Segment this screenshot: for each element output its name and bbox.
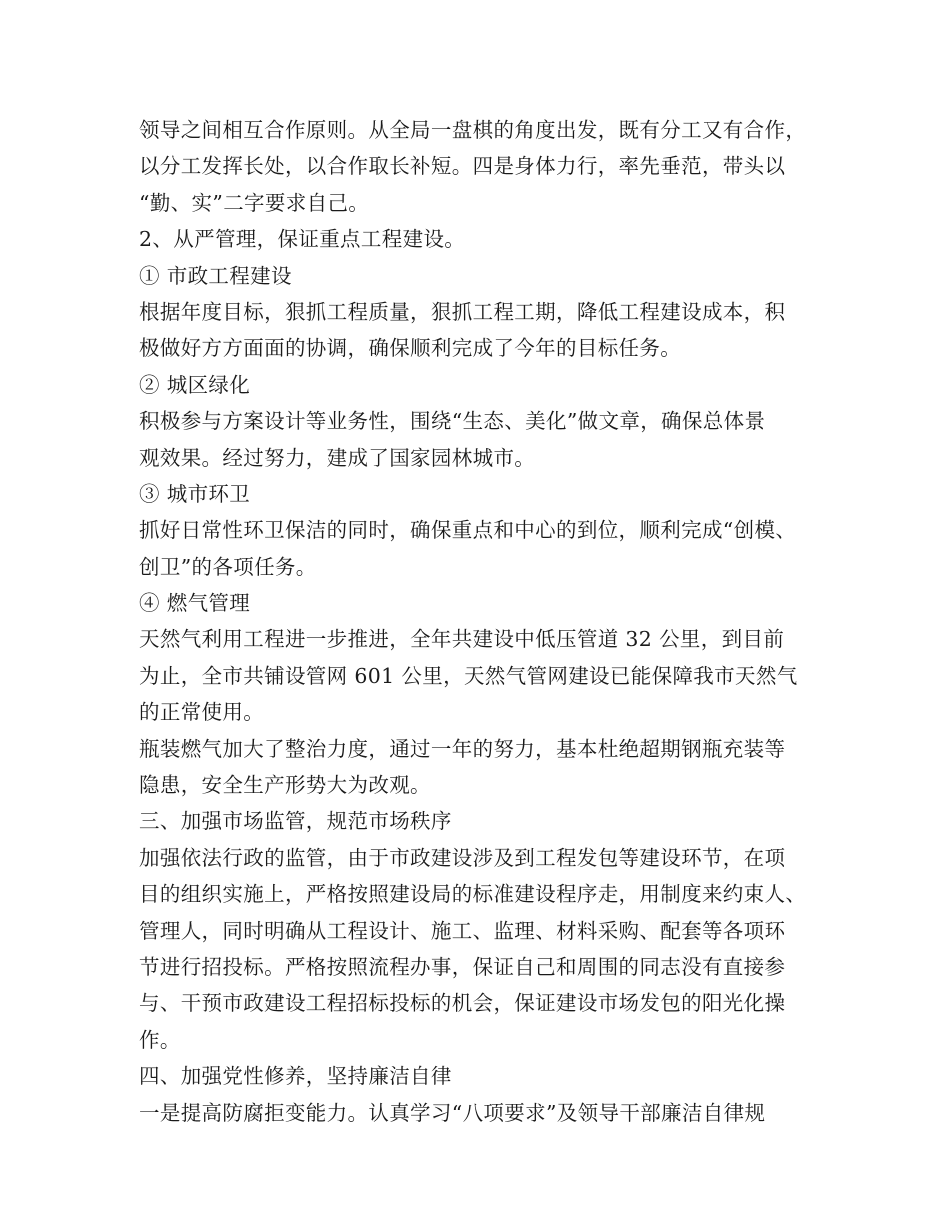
text-line: 以分工发挥长处，以合作取长补短。四是身体力行，率先垂范，带头以	[139, 154, 786, 179]
text-line: 观效果。经过努力，建成了国家园林城市。	[139, 445, 536, 470]
text-line: 领导之间相互合作原则。从全局一盘棋的角度出发，既有分工又有合作，	[139, 118, 807, 142]
text-line: 作。	[139, 1027, 181, 1052]
text-line: 根据年度目标，狠抓工程质量，狠抓工程工期，降低工程建设成本，积	[139, 299, 786, 324]
subsection-heading: ③ 城市环卫	[139, 481, 251, 506]
text-line: 创卫”的各项任务。	[139, 554, 317, 579]
text-line: 天然气利用工程进一步推进，全年共建设中低压管道 32 公里，到目前	[139, 627, 785, 652]
text-line: 与、干预市政建设工程招标投标的机会，保证建设市场发包的阳光化操	[139, 991, 786, 1016]
text-line: 节进行招投标。严格按照流程办事，保证自己和周围的同志没有直接参	[139, 954, 786, 979]
subsection-heading: ④ 燃气管理	[139, 591, 251, 616]
text-line: 管理人，同时明确从工程设计、施工、监理、材料采购、配套等各项环	[139, 918, 786, 943]
text-line: 积极参与方案设计等业务性，围绕“生态、美化”做文章，确保总体景	[139, 409, 766, 434]
text-line: 为止，全市共铺设管网 601 公里，天然气管网建设已能保障我市天然气	[139, 663, 798, 688]
subsection-heading: ① 市政工程建设	[139, 263, 292, 288]
section-heading: 三、加强市场监管，规范市场秩序	[139, 809, 452, 834]
section-heading: 2、从严管理，保证重点工程建设。	[139, 227, 466, 252]
text-line: 一是提高防腐拒变能力。认真学习“八项要求”及领导干部廉洁自律规	[139, 1100, 766, 1125]
text-line: “勤、实”二字要求自己。	[139, 190, 370, 215]
text-line: 抓好日常性环卫保洁的同时，确保重点和中心的到位，顺利完成“创模、	[139, 518, 797, 543]
section-heading: 四、加强党性修养，坚持廉洁自律	[139, 1064, 452, 1089]
text-line: 目的组织实施上，严格按照建设局的标准建设程序走，用制度来约束人、	[139, 882, 807, 907]
text-line: 瓶装燃气加大了整治力度，通过一年的努力，基本杜绝超期钢瓶充装等	[139, 736, 786, 761]
subsection-heading: ② 城区绿化	[139, 372, 251, 397]
text-line: 的正常使用。	[139, 700, 265, 725]
document-body	[139, 112, 829, 1131]
text-line: 加强依法行政的监管，由于市政建设涉及到工程发包等建设环节，在项	[139, 845, 786, 870]
text-line: 隐患，安全生产形势大为改观。	[139, 773, 431, 798]
text-line: 极做好方方面面的协调，确保顺利完成了今年的目标任务。	[139, 336, 682, 361]
